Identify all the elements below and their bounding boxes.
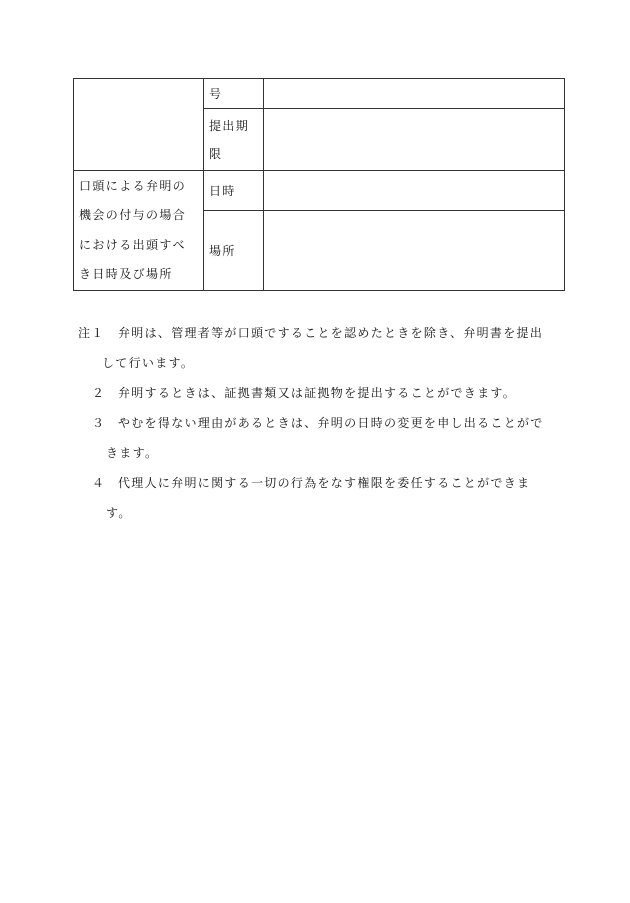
deadline-label-line: 限: [209, 146, 223, 161]
note-text-continued: す。: [106, 506, 132, 520]
note-text: 弁明は、管理者等が口頭ですることを認めたときを除き、弁明書を提出: [118, 326, 544, 340]
note-text: やむを得ない理由があるときは、弁明の日時の変更を申し出ることがで: [118, 416, 544, 430]
place-label: 場所: [204, 211, 264, 291]
note-text: 弁明するときは、証拠書類又は証拠物を提出することができます。: [118, 386, 517, 400]
number-label: 号: [204, 79, 264, 109]
note-marker: ２: [92, 386, 106, 400]
note-marker: 注１: [78, 326, 105, 340]
note-text: 代理人に弁明に関する一切の行為をなす権限を委任することができま: [118, 476, 531, 490]
note-text-continued: きます。: [106, 446, 159, 460]
deadline-label-line: 提出期: [209, 118, 250, 133]
note-marker: ３: [92, 416, 106, 430]
datetime-label: 日時: [204, 171, 264, 211]
hearing-label-line: き日時及び場所: [79, 267, 173, 281]
note-marker: ４: [92, 476, 106, 490]
hearing-label-line: 口頭による弁明の: [79, 178, 187, 193]
hearing-label-line: における出頭すべ: [79, 237, 186, 252]
note-text-continued: して行います。: [102, 356, 195, 370]
hearing-label-line: 機会の付与の場合: [79, 208, 187, 222]
